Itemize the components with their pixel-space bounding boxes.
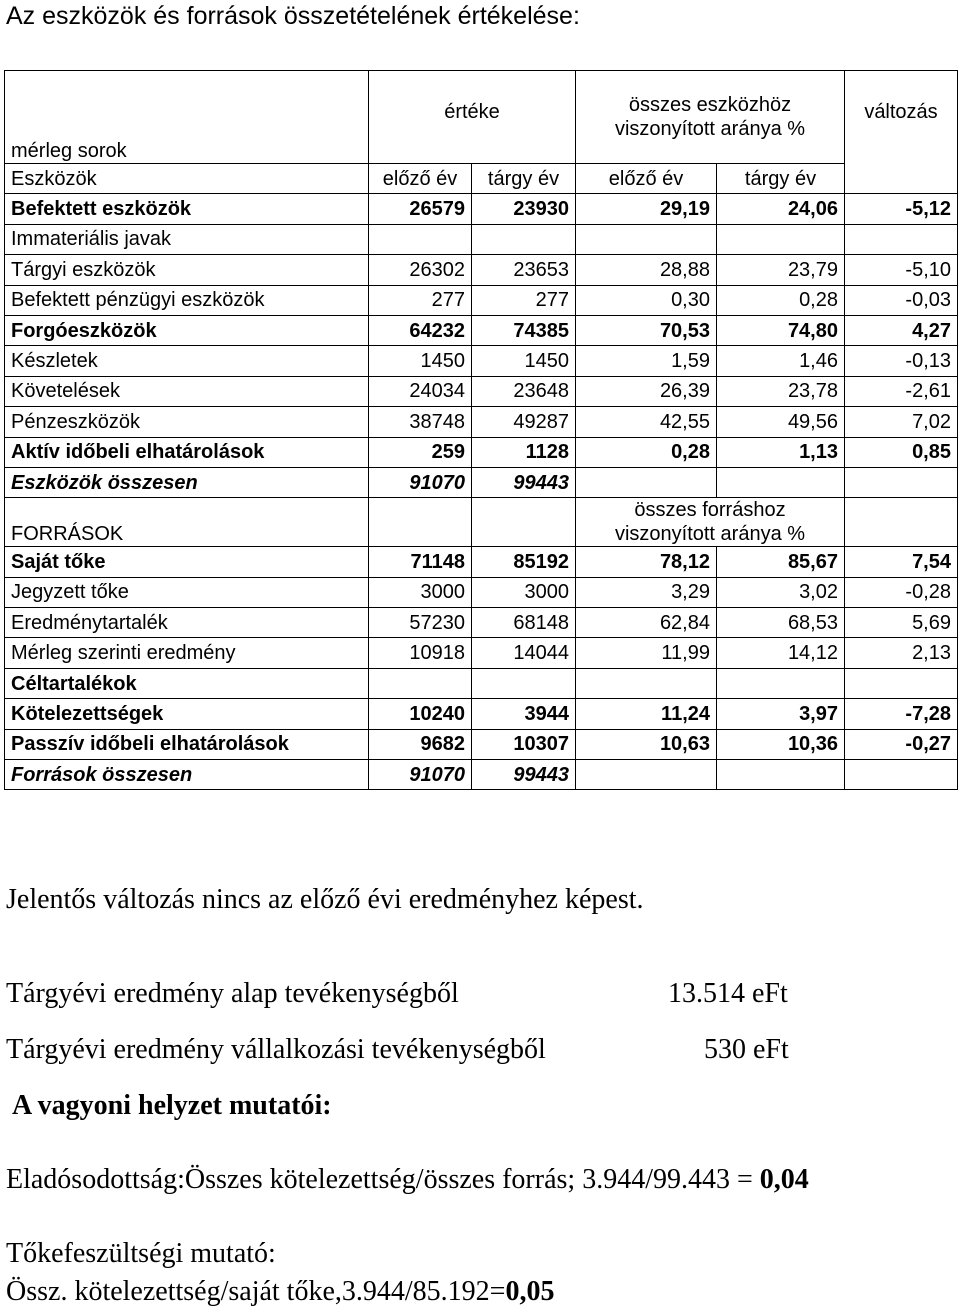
row-label: Mérleg szerinti eredmény	[5, 638, 369, 668]
sources-header-label: FORRÁSOK	[5, 498, 369, 547]
header-eszkozok: Eszközök	[5, 164, 369, 194]
cell-prev-pct: 10,63	[576, 729, 717, 759]
header-prev-year-pct: előző év	[576, 164, 717, 194]
cell-curr-value: 10307	[472, 729, 576, 759]
cell-curr-pct: 23,79	[717, 255, 845, 285]
note-vallalkozasi-label: Tárgyévi eredmény vállalkozási tevékenységből	[6, 1034, 546, 1065]
cell-curr-pct: 85,67	[717, 547, 845, 577]
table-row	[5, 315, 958, 345]
cell-prev-pct	[576, 467, 717, 497]
row-label: Kötelezettségek	[5, 699, 369, 729]
row-label: Források összesen	[5, 760, 369, 790]
cell-curr-value: 99443	[472, 467, 576, 497]
cell-curr-value: 23653	[472, 255, 576, 285]
empty-cell	[472, 498, 576, 547]
sources-arany-line2: viszonyított aránya %	[614, 523, 806, 546]
cell-prev-value: 26579	[369, 194, 472, 224]
cell-prev-value	[369, 668, 472, 698]
cell-curr-value: 68148	[472, 608, 576, 638]
cell-curr-pct: 23,78	[717, 376, 845, 406]
cell-curr-value	[472, 224, 576, 254]
cell-prev-value: 91070	[369, 760, 472, 790]
tokefeszultseg-text: Össz. kötelezettség/saját tőke,3.944/85.192=	[6, 1276, 506, 1307]
cell-change: 7,02	[845, 407, 958, 437]
cell-curr-value: 3944	[472, 699, 576, 729]
table-row	[5, 577, 958, 607]
cell-prev-value: 38748	[369, 407, 472, 437]
tokefeszultseg-label: Tőkefeszültségi mutató:	[6, 1238, 276, 1269]
cell-prev-value: 26302	[369, 255, 472, 285]
table-row	[5, 668, 958, 698]
cell-curr-pct: 3,97	[717, 699, 845, 729]
cell-prev-pct: 11,99	[576, 638, 717, 668]
cell-prev-pct: 1,59	[576, 346, 717, 376]
cell-change: 4,27	[845, 315, 958, 345]
table-row	[5, 699, 958, 729]
cell-prev-value: 9682	[369, 729, 472, 759]
cell-curr-pct	[717, 668, 845, 698]
cell-prev-pct: 26,39	[576, 376, 717, 406]
row-label: Saját tőke	[5, 547, 369, 577]
table-row	[5, 255, 958, 285]
cell-prev-pct: 62,84	[576, 608, 717, 638]
cell-prev-value: 24034	[369, 376, 472, 406]
cell-change: -5,10	[845, 255, 958, 285]
cell-change: -0,28	[845, 577, 958, 607]
cell-prev-pct: 3,29	[576, 577, 717, 607]
mutatok-heading: A vagyoni helyzet mutatói:	[12, 1090, 332, 1121]
cell-curr-pct: 1,46	[717, 346, 845, 376]
cell-curr-value: 14044	[472, 638, 576, 668]
cell-curr-value: 49287	[472, 407, 576, 437]
cell-curr-value: 1450	[472, 346, 576, 376]
table-row	[5, 376, 958, 406]
table-row	[5, 729, 958, 759]
row-label: Követelések	[5, 376, 369, 406]
sources-header-arany	[576, 498, 845, 547]
table-row	[5, 638, 958, 668]
cell-prev-pct	[576, 760, 717, 790]
cell-prev-value: 277	[369, 285, 472, 315]
cell-change: -7,28	[845, 699, 958, 729]
tokefeszultseg-value: 0,05	[505, 1276, 555, 1307]
sources-arany-line1: összes forráshoz	[634, 499, 786, 522]
cell-prev-value: 10240	[369, 699, 472, 729]
cell-curr-value: 1128	[472, 437, 576, 467]
note-no-significant-change: Jelentős változás nincs az előző évi eredményhez képest.	[6, 884, 644, 915]
cell-curr-pct	[717, 224, 845, 254]
cell-change: 2,13	[845, 638, 958, 668]
sources-header-row	[5, 498, 958, 547]
cell-change: 7,54	[845, 547, 958, 577]
cell-prev-pct	[576, 224, 717, 254]
eladosodottsag-text: Eladósodottság:Összes kötelezettség/összes forrás; 3.944/99.443 =	[6, 1164, 760, 1195]
tokefeszultseg-line	[6, 1276, 554, 1308]
cell-change: -5,12	[845, 194, 958, 224]
cell-change	[845, 224, 958, 254]
table-row	[5, 224, 958, 254]
cell-change: -0,03	[845, 285, 958, 315]
table-row	[5, 194, 958, 224]
cell-curr-pct: 74,80	[717, 315, 845, 345]
cell-curr-pct	[717, 467, 845, 497]
cell-prev-pct: 0,28	[576, 437, 717, 467]
cell-change: 5,69	[845, 608, 958, 638]
empty-cell	[369, 498, 472, 547]
row-label: Immateriális javak	[5, 224, 369, 254]
cell-curr-pct: 49,56	[717, 407, 845, 437]
row-label: Aktív időbeli elhatárolások	[5, 437, 369, 467]
cell-curr-pct	[717, 760, 845, 790]
eladosodottsag-line	[6, 1164, 809, 1196]
cell-curr-value: 74385	[472, 315, 576, 345]
cell-prev-pct: 78,12	[576, 547, 717, 577]
header-arany-line1: összes eszközhöz	[628, 94, 792, 116]
cell-prev-pct: 0,30	[576, 285, 717, 315]
cell-prev-value: 259	[369, 437, 472, 467]
table-row	[5, 285, 958, 315]
header-prev-year: előző év	[369, 164, 472, 194]
row-label: Pénzeszközök	[5, 407, 369, 437]
cell-prev-value: 57230	[369, 608, 472, 638]
header-merleg-sorok: mérleg sorok	[5, 71, 369, 164]
header-row-1	[5, 71, 958, 164]
header-row-2	[5, 164, 958, 194]
eladosodottsag-value: 0,04	[759, 1164, 809, 1195]
cell-prev-value: 10918	[369, 638, 472, 668]
cell-prev-value: 71148	[369, 547, 472, 577]
table-row	[5, 467, 958, 497]
cell-curr-pct: 1,13	[717, 437, 845, 467]
row-label: Befektett pénzügyi eszközök	[5, 285, 369, 315]
cell-curr-value: 3000	[472, 577, 576, 607]
cell-prev-pct: 11,24	[576, 699, 717, 729]
cell-prev-pct	[576, 668, 717, 698]
cell-change: -0,13	[845, 346, 958, 376]
table-row	[5, 760, 958, 790]
cell-prev-pct: 28,88	[576, 255, 717, 285]
header-curr-year: tárgy év	[472, 164, 576, 194]
row-label: Forgóeszközök	[5, 315, 369, 345]
row-label: Tárgyi eszközök	[5, 255, 369, 285]
cell-change: -0,27	[845, 729, 958, 759]
table-row	[5, 346, 958, 376]
cell-curr-value: 85192	[472, 547, 576, 577]
cell-curr-pct: 24,06	[717, 194, 845, 224]
row-label: Eszközök összesen	[5, 467, 369, 497]
note-alap-label: Tárgyévi eredmény alap tevékenységből	[6, 978, 459, 1009]
cell-curr-value: 277	[472, 285, 576, 315]
note-alap-value: 13.514 eFt	[668, 978, 788, 1009]
cell-curr-value	[472, 668, 576, 698]
cell-curr-value: 23648	[472, 376, 576, 406]
row-label: Jegyzett tőke	[5, 577, 369, 607]
header-curr-year-pct: tárgy év	[717, 164, 845, 194]
cell-prev-value	[369, 224, 472, 254]
header-arany	[576, 71, 845, 164]
table-row	[5, 407, 958, 437]
row-label: Befektett eszközök	[5, 194, 369, 224]
row-label: Készletek	[5, 346, 369, 376]
cell-curr-pct: 10,36	[717, 729, 845, 759]
cell-change	[845, 467, 958, 497]
header-arany-line2: viszonyított aránya %	[614, 118, 806, 140]
cell-curr-pct: 3,02	[717, 577, 845, 607]
cell-prev-value: 91070	[369, 467, 472, 497]
header-erteke: értéke	[369, 71, 576, 164]
cell-curr-value: 99443	[472, 760, 576, 790]
cell-change: -2,61	[845, 376, 958, 406]
note-vallalkozasi-value: 530 eFt	[704, 1034, 789, 1065]
row-label: Céltartalékok	[5, 668, 369, 698]
table-row	[5, 547, 958, 577]
table-row	[5, 608, 958, 638]
cell-curr-pct: 0,28	[717, 285, 845, 315]
page-title: Az eszközök és források összetételének értékelése:	[6, 2, 580, 30]
cell-prev-value: 1450	[369, 346, 472, 376]
cell-prev-pct: 29,19	[576, 194, 717, 224]
row-label: Passzív időbeli elhatárolások	[5, 729, 369, 759]
cell-prev-value: 64232	[369, 315, 472, 345]
cell-change	[845, 668, 958, 698]
cell-curr-pct: 14,12	[717, 638, 845, 668]
cell-curr-pct: 68,53	[717, 608, 845, 638]
cell-prev-pct: 70,53	[576, 315, 717, 345]
cell-change: 0,85	[845, 437, 958, 467]
empty-cell	[845, 498, 958, 547]
cell-prev-value: 3000	[369, 577, 472, 607]
row-label: Eredménytartalék	[5, 608, 369, 638]
cell-curr-value: 23930	[472, 194, 576, 224]
header-valtozas: változás	[845, 71, 958, 194]
cell-prev-pct: 42,55	[576, 407, 717, 437]
cell-change	[845, 760, 958, 790]
table-row	[5, 437, 958, 467]
balance-table	[4, 70, 958, 790]
